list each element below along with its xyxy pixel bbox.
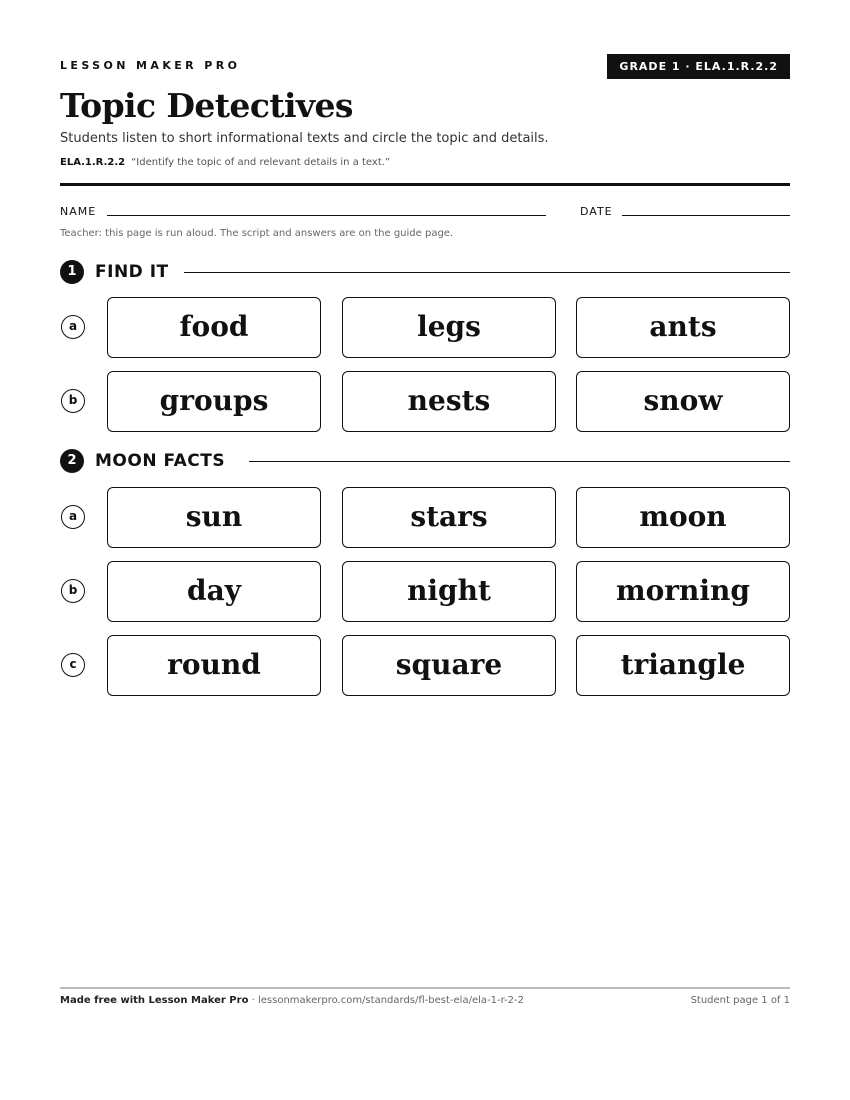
section-moon-facts (60, 449, 790, 473)
brand-name: LESSON MAKER PRO (60, 59, 241, 72)
worksheet-page (60, 0, 790, 1100)
answer-row (60, 635, 790, 697)
footer-url[interactable]: · lessonmakerpro.com/standards/fl-best-ela/ela-1-r-2-2 (248, 995, 524, 1006)
row-letter: b (61, 579, 85, 603)
word-choice[interactable]: moon (576, 487, 790, 548)
word-choice[interactable]: food (107, 297, 321, 358)
header-divider (60, 183, 790, 186)
answer-row (60, 561, 790, 623)
date-label: DATE (580, 205, 613, 218)
page-indicator: Student page 1 of 1 (690, 995, 790, 1006)
row-letter: b (61, 389, 85, 413)
footer-credit (60, 995, 524, 1006)
section-divider (249, 461, 790, 462)
section-number: 1 (60, 260, 84, 284)
page-title: Topic Detectives (60, 86, 353, 125)
word-choice[interactable]: ants (576, 297, 790, 358)
section-title: MOON FACTS (95, 451, 226, 471)
word-choice[interactable]: night (342, 561, 556, 622)
section-number: 2 (60, 449, 84, 473)
page-subtitle: Students listen to short informational texts and circle the topic and details. (60, 131, 549, 146)
answer-row (60, 487, 790, 549)
teacher-note: Teacher: this page is run aloud. The script and answers are on the guide page. (60, 228, 454, 239)
answer-row (60, 297, 790, 359)
grade-badge: GRADE 1 · ELA.1.R.2.2 (607, 54, 790, 79)
row-letter: a (61, 505, 85, 529)
section-find-it (60, 260, 790, 284)
word-choice[interactable]: day (107, 561, 321, 622)
word-choice[interactable]: square (342, 635, 556, 696)
word-choice[interactable]: groups (107, 371, 321, 432)
word-choice[interactable]: nests (342, 371, 556, 432)
word-choice[interactable]: round (107, 635, 321, 696)
word-choice[interactable]: snow (576, 371, 790, 432)
section-divider (184, 272, 790, 273)
section-title: FIND IT (95, 262, 169, 282)
standard-code: ELA.1.R.2.2 (60, 157, 126, 168)
footer-made-with: Made free with Lesson Maker Pro (60, 995, 249, 1006)
word-choice[interactable]: sun (107, 487, 321, 548)
name-label: NAME (60, 205, 97, 218)
standard-line (60, 157, 390, 168)
word-choice[interactable]: legs (342, 297, 556, 358)
footer-divider (60, 987, 790, 989)
date-field[interactable] (622, 215, 790, 216)
word-choice[interactable]: triangle (576, 635, 790, 696)
row-letter: c (61, 653, 85, 677)
answer-row (60, 371, 790, 433)
name-field[interactable] (107, 215, 546, 216)
word-choice[interactable]: stars (342, 487, 556, 548)
word-choice[interactable]: morning (576, 561, 790, 622)
standard-text: “Identify the topic of and relevant details in a text.” (131, 157, 391, 168)
row-letter: a (61, 315, 85, 339)
